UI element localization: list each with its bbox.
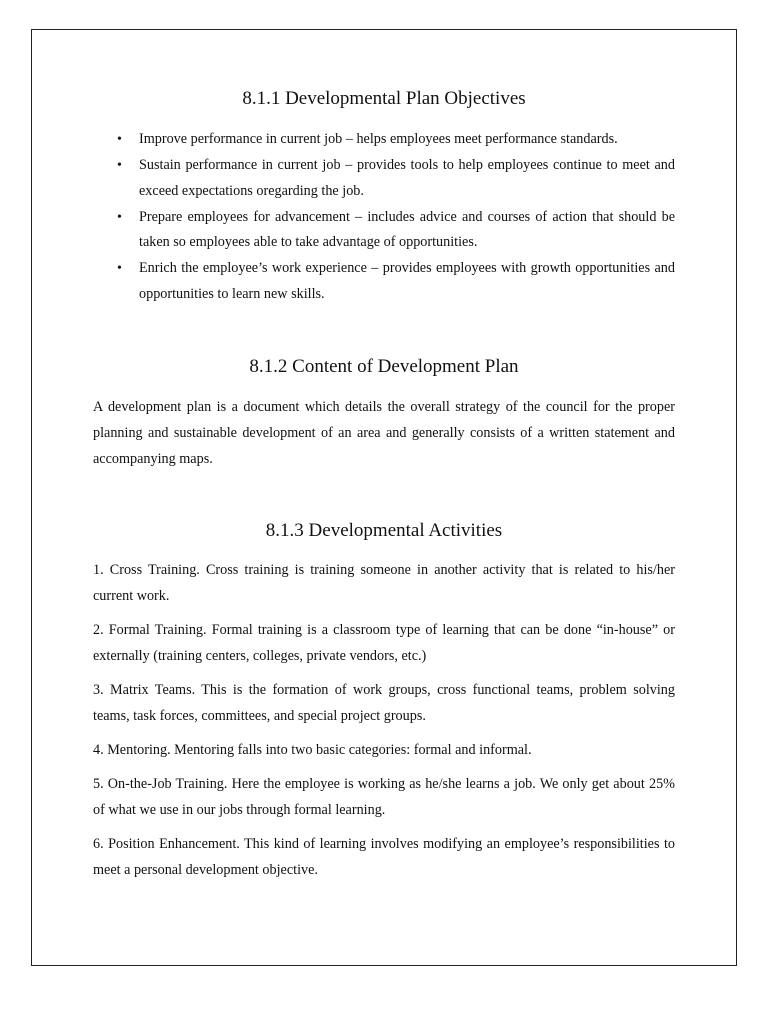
list-item — [93, 127, 675, 153]
list-item-text: Prepare employees for advancement – includes advice and courses of action that should be taken so employees able to take advantage of opportunities. — [139, 208, 675, 250]
section-heading-objectives: 8.1.1 Developmental Plan Objectives — [242, 88, 526, 109]
activity-item-matrix-teams: 3. Matrix Teams. This is the formation of work groups, cross functional teams, problem solving teams, task forces, committees, and special project groups. — [93, 682, 675, 724]
section-heading-content: 8.1.2 Content of Development Plan — [249, 356, 519, 377]
list-item-text: Improve performance in current job – helps employees meet performance standards. — [139, 131, 618, 147]
list-item — [93, 153, 675, 204]
list-item-text: Enrich the employee’s work experience – provides employees with growth opportunities and opportunities to learn new skills. — [139, 260, 675, 302]
activity-item-mentoring: 4. Mentoring. Mentoring falls into two basic categories: formal and informal. — [93, 742, 532, 758]
activity-item-position-enhancement: 6. Position Enhancement. This kind of learning involves modifying an employee’s responsibilities to meet a personal development objective. — [93, 836, 675, 878]
section-heading-activities: 8.1.3 Developmental Activities — [265, 520, 503, 541]
list-item — [93, 256, 675, 307]
bullet-icon: • — [117, 158, 122, 173]
bullet-icon: • — [117, 132, 122, 147]
list-item-text: Sustain performance in current job – provides tools to help employees continue to meet and exceed expectations oregarding the job. — [139, 157, 675, 199]
content-paragraph: A development plan is a document which details the overall strategy of the council for the proper planning and sustainable development of an area and generally consists of a written statement and accompanying maps. — [93, 399, 675, 467]
activity-item-on-the-job-training: 5. On-the-Job Training. Here the employee is working as he/she learns a job. We only get about 25% of what we use in our jobs through formal learning. — [93, 776, 675, 818]
activity-item-formal-training: 2. Formal Training. Formal training is a classroom type of learning that can be done “in-house” or externally (training centers, colleges, private vendors, etc.) — [93, 622, 675, 664]
bullet-icon: • — [117, 209, 122, 225]
bullet-icon: • — [117, 261, 122, 276]
list-item — [93, 205, 675, 256]
objectives-list — [93, 127, 675, 308]
activity-item-cross-training: 1. Cross Training. Cross training is training someone in another activity that is related to his/her current work. — [93, 562, 675, 604]
